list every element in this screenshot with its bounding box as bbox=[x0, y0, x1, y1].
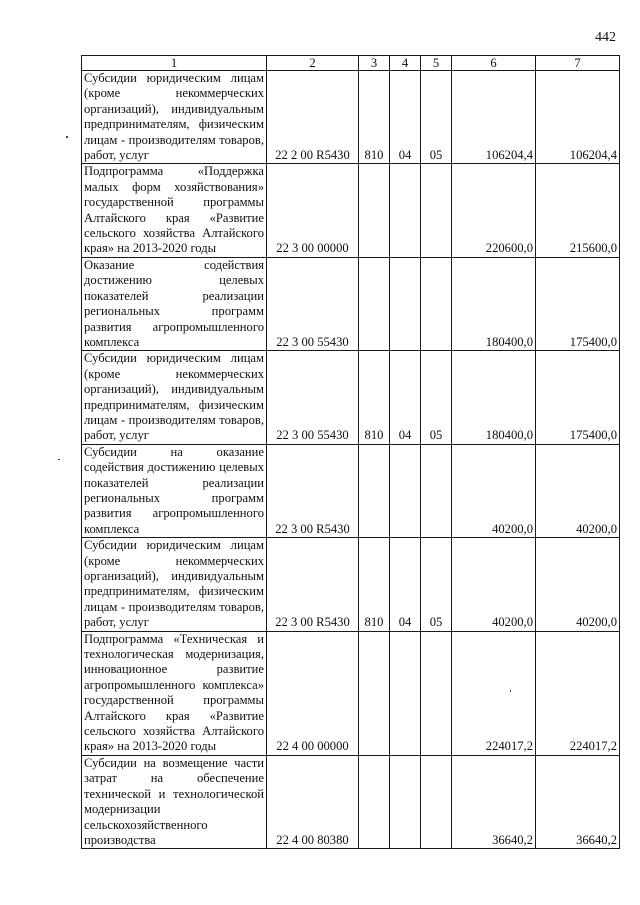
budget-table bbox=[81, 55, 620, 849]
row-subsection: 05 bbox=[421, 351, 452, 444]
row-amount-2: 36640,2 bbox=[536, 755, 620, 848]
row-subsection: 05 bbox=[421, 71, 452, 164]
table-row bbox=[82, 538, 620, 631]
page-number: 442 bbox=[595, 30, 616, 45]
row-description: Подпрограмма «Поддержка малых форм хозяйствования» государственной программы Алтайского края «Развитие сельского хозяйства Алтайского края» на 2013-2020 годы bbox=[82, 164, 267, 257]
row-amount-2: 40200,0 bbox=[536, 444, 620, 537]
row-target-code: 22 3 00 00000 bbox=[267, 164, 359, 257]
row-subsection bbox=[421, 444, 452, 537]
row-amount-1: 36640,2 bbox=[452, 755, 536, 848]
row-section: 04 bbox=[390, 351, 421, 444]
column-header-5: 5 bbox=[421, 56, 452, 71]
row-amount-2: 215600,0 bbox=[536, 164, 620, 257]
row-description: Субсидии на оказание содействия достижению целевых показателей реализации региональных программ развития агропромышленного комплекса bbox=[82, 444, 267, 537]
row-amount-1: 40200,0 bbox=[452, 538, 536, 631]
row-expense-type bbox=[359, 755, 390, 848]
row-section bbox=[390, 257, 421, 350]
row-amount-1: 180400,0 bbox=[452, 351, 536, 444]
row-expense-type bbox=[359, 257, 390, 350]
row-section: 04 bbox=[390, 71, 421, 164]
row-amount-2: 106204,4 bbox=[536, 71, 620, 164]
row-amount-2: 175400,0 bbox=[536, 257, 620, 350]
column-header-3: 3 bbox=[359, 56, 390, 71]
scan-speck bbox=[58, 459, 60, 460]
table-row bbox=[82, 631, 620, 755]
row-target-code: 22 3 00 R5430 bbox=[267, 538, 359, 631]
row-amount-1: 40200,0 bbox=[452, 444, 536, 537]
row-target-code: 22 2 00 R5430 bbox=[267, 71, 359, 164]
row-expense-type: 810 bbox=[359, 71, 390, 164]
row-subsection bbox=[421, 631, 452, 755]
row-expense-type bbox=[359, 444, 390, 537]
table-row bbox=[82, 351, 620, 444]
row-target-code: 22 3 00 55430 bbox=[267, 257, 359, 350]
row-amount-1: 220600,0 bbox=[452, 164, 536, 257]
row-target-code: 22 4 00 80380 bbox=[267, 755, 359, 848]
table-row bbox=[82, 755, 620, 848]
row-target-code: 22 3 00 R5430 bbox=[267, 444, 359, 537]
row-amount-1: 224017,2 bbox=[452, 631, 536, 755]
row-description: Субсидии на возмещение части затрат на обеспечение технической и технологической модернизации сельскохозяйственного производства bbox=[82, 755, 267, 848]
row-description: Субсидии юридическим лицам (кроме некоммерческих организаций), индивидуальным предпринимателям, физическим лицам - производителям товаров, работ, услуг bbox=[82, 538, 267, 631]
column-header-2: 2 bbox=[267, 56, 359, 71]
row-section bbox=[390, 755, 421, 848]
row-description: Субсидии юридическим лицам (кроме некоммерческих организаций), индивидуальным предпринимателям, физическим лицам - производителям товаров, работ, услуг bbox=[82, 351, 267, 444]
row-description: Подпрограмма «Техническая и технологическая модернизация, инновационное развитие агропромышленного комплекса» государственной программы Алтайского края «Развитие сельского хозяйства Алтайского края» на 2013-2020 годы bbox=[82, 631, 267, 755]
row-expense-type bbox=[359, 164, 390, 257]
row-section bbox=[390, 164, 421, 257]
table-row bbox=[82, 444, 620, 537]
row-description: Оказание содействия достижению целевых показателей реализации региональных программ развития агропромышленного комплекса bbox=[82, 257, 267, 350]
row-amount-2: 175400,0 bbox=[536, 351, 620, 444]
column-header-4: 4 bbox=[390, 56, 421, 71]
row-subsection: 05 bbox=[421, 538, 452, 631]
column-header-6: 6 bbox=[452, 56, 536, 71]
row-expense-type bbox=[359, 631, 390, 755]
scan-speck bbox=[510, 690, 511, 692]
row-amount-1: 106204,4 bbox=[452, 71, 536, 164]
table-row bbox=[82, 257, 620, 350]
row-expense-type: 810 bbox=[359, 538, 390, 631]
table-row bbox=[82, 164, 620, 257]
scan-speck bbox=[66, 136, 68, 138]
row-amount-2: 224017,2 bbox=[536, 631, 620, 755]
row-subsection bbox=[421, 755, 452, 848]
row-section: 04 bbox=[390, 538, 421, 631]
table-row bbox=[82, 71, 620, 164]
column-header-7: 7 bbox=[536, 56, 620, 71]
column-header-1: 1 bbox=[82, 56, 267, 71]
header-row bbox=[82, 56, 620, 71]
row-section bbox=[390, 631, 421, 755]
row-subsection bbox=[421, 257, 452, 350]
row-amount-2: 40200,0 bbox=[536, 538, 620, 631]
row-description: Субсидии юридическим лицам (кроме некоммерческих организаций), индивидуальным предпринимателям, физическим лицам - производителям товаров, работ, услуг bbox=[82, 71, 267, 164]
row-target-code: 22 3 00 55430 bbox=[267, 351, 359, 444]
row-subsection bbox=[421, 164, 452, 257]
row-expense-type: 810 bbox=[359, 351, 390, 444]
row-target-code: 22 4 00 00000 bbox=[267, 631, 359, 755]
row-amount-1: 180400,0 bbox=[452, 257, 536, 350]
row-section bbox=[390, 444, 421, 537]
